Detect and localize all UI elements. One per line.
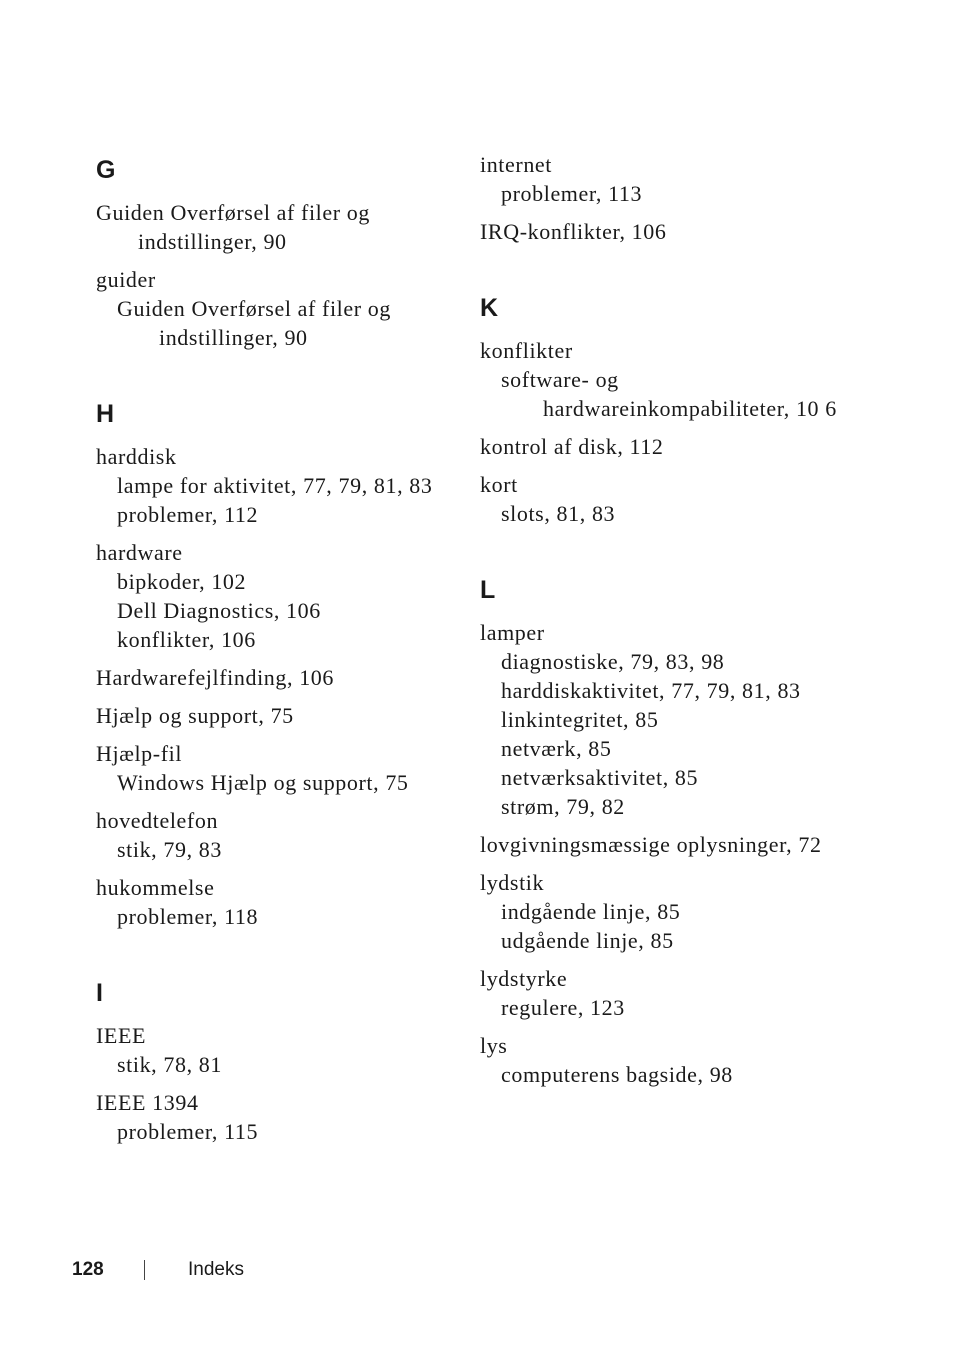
index-section (480, 294, 860, 528)
index-entry (480, 150, 860, 208)
index-entry (480, 830, 860, 859)
index-term: hovedtelefon (96, 808, 219, 833)
index-term: internet (480, 152, 552, 177)
index-subentry: problemer, 113 (501, 181, 643, 206)
index-term: IRQ-konflikter, 106 (480, 219, 667, 244)
index-term: Hjælp og support, 75 (96, 703, 294, 728)
index-subentry: indgående linje, 85 (501, 899, 681, 924)
index-subentry: strøm, 79, 82 (501, 794, 625, 819)
section-letter: K (480, 294, 499, 322)
index-section (480, 150, 860, 246)
index-entry (480, 432, 860, 461)
index-entry (96, 265, 466, 352)
index-term: Hardwarefejlfinding, 106 (96, 665, 334, 690)
index-term: Hjælp-fil (96, 741, 183, 766)
index-subentry: stik, 78, 81 (117, 1052, 222, 1077)
index-term: lydstik (480, 870, 545, 895)
page-number: 128 (72, 1259, 104, 1280)
index-term: kort (480, 472, 518, 497)
index-subentry: udgående linje, 85 (501, 928, 674, 953)
index-term: IEEE 1394 (96, 1090, 199, 1115)
index-term: hukommelse (96, 875, 215, 900)
index-entry (480, 336, 860, 423)
index-subentry: lampe for aktivitet, 77, 79, 81, 83 (117, 473, 433, 498)
index-entry (480, 217, 860, 246)
page-footer (72, 1257, 244, 1283)
index-entry (96, 442, 466, 529)
index-subentry: Guiden Overførsel af filer og indstillinger, 90 (117, 296, 391, 350)
index-subentry: stik, 79, 83 (117, 837, 222, 862)
index-term: kontrol af disk, 112 (480, 434, 664, 459)
index-section (96, 979, 466, 1146)
index-subentry: problemer, 118 (117, 904, 259, 929)
index-subentry: software- og hardwareinkompabiliteter, 10 6 (501, 367, 837, 421)
footer-title: Indeks (188, 1259, 244, 1280)
index-subentry: netværk, 85 (501, 736, 612, 761)
index-entry (96, 538, 466, 654)
index-subentry: konflikter, 106 (117, 627, 256, 652)
index-term: lydstyrke (480, 966, 568, 991)
section-letter: H (96, 400, 115, 428)
index-column-right (480, 150, 860, 1137)
footer-separator (144, 1260, 145, 1280)
index-term: lovgivningsmæssige oplysninger, 72 (480, 832, 822, 857)
index-section (96, 400, 466, 931)
index-section (480, 576, 860, 1089)
index-subentry: netværksaktivitet, 85 (501, 765, 699, 790)
index-entry (96, 701, 466, 730)
index-subentry: linkintegritet, 85 (501, 707, 659, 732)
index-entry (480, 868, 860, 955)
index-entry (96, 663, 466, 692)
index-entry (96, 198, 466, 256)
index-term: lamper (480, 620, 545, 645)
index-subentry: problemer, 115 (117, 1119, 259, 1144)
index-term: IEEE (96, 1023, 147, 1048)
index-subentry: diagnostiske, 79, 83, 98 (501, 649, 725, 674)
index-subentry: bipkoder, 102 (117, 569, 247, 594)
index-entry (480, 470, 860, 528)
index-term: Guiden Overførsel af filer og indstillinger, 90 (96, 200, 370, 254)
index-subentry: problemer, 112 (117, 502, 259, 527)
index-entry (96, 1021, 466, 1079)
index-term: harddisk (96, 444, 177, 469)
index-column-left (96, 150, 466, 1194)
index-subentry: Dell Diagnostics, 106 (117, 598, 321, 623)
index-term: konflikter (480, 338, 573, 363)
index-entry (96, 739, 466, 797)
index-subentry: computerens bagside, 98 (501, 1062, 733, 1087)
index-term: hardware (96, 540, 183, 565)
index-term: lys (480, 1033, 508, 1058)
index-subentry: harddiskaktivitet, 77, 79, 81, 83 (501, 678, 801, 703)
index-term: guider (96, 267, 156, 292)
index-entry (96, 806, 466, 864)
index-subentry: Windows Hjælp og support, 75 (117, 770, 409, 795)
index-entry (480, 1031, 860, 1089)
index-entry (96, 873, 466, 931)
section-letter: G (96, 156, 116, 184)
index-entry (96, 1088, 466, 1146)
section-letter: L (480, 576, 496, 604)
index-entry (480, 618, 860, 821)
index-entry (480, 964, 860, 1022)
section-letter: I (96, 979, 103, 1007)
index-section (96, 156, 466, 352)
index-subentry: regulere, 123 (501, 995, 625, 1020)
index-subentry: slots, 81, 83 (501, 501, 616, 526)
